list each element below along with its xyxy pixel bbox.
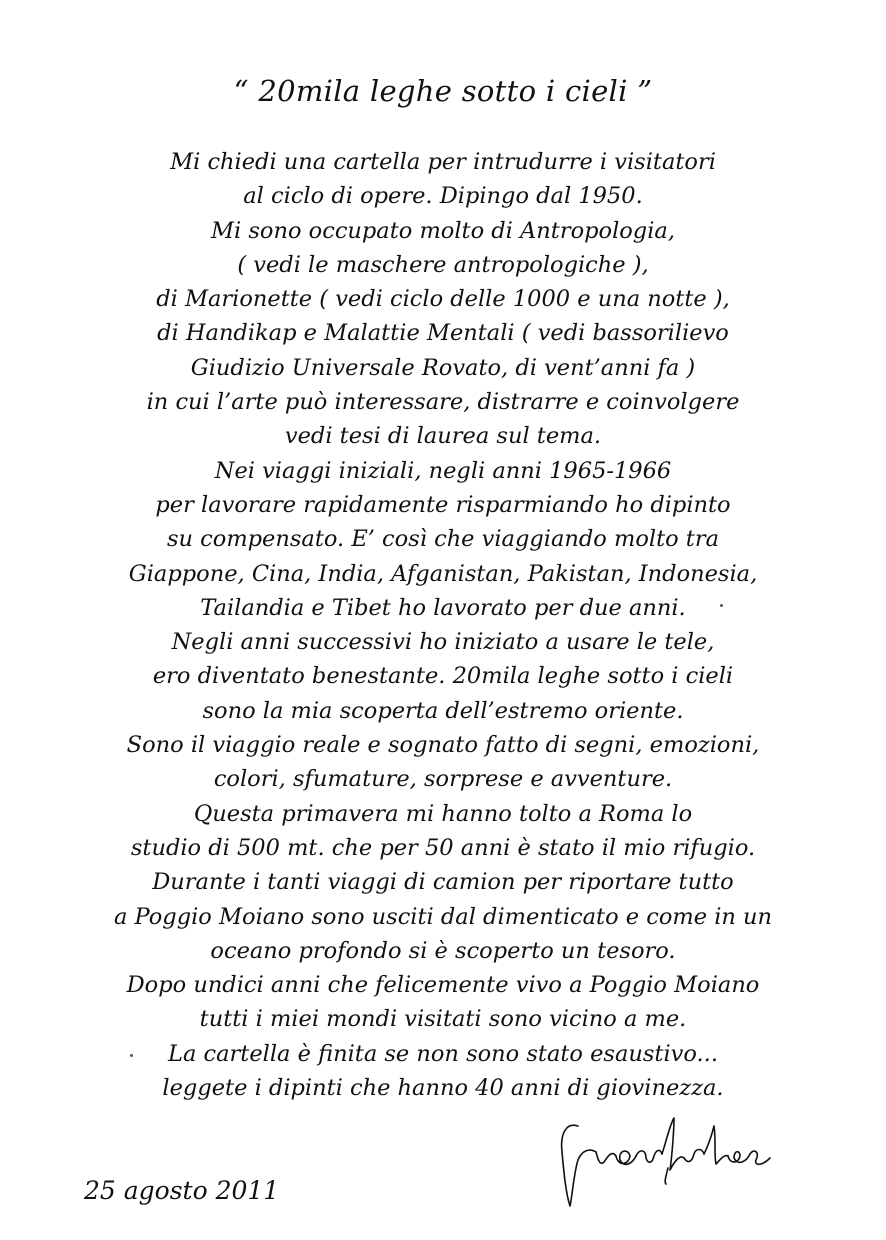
- body-line: vedi tesi di laurea sul tema.: [284, 423, 602, 450]
- body-line: colori, sfumature, sorprese e avventure.: [213, 766, 673, 793]
- paper-speck: [130, 1054, 133, 1057]
- body-line: leggete i dipinti che hanno 40 anni di giovinezza.: [162, 1075, 724, 1102]
- body-line: al ciclo di opere. Dipingo dal 1950.: [243, 183, 643, 210]
- body-line: Mi sono occupato molto di Antropologia,: [211, 217, 675, 244]
- body-line: Mi chiedi una cartella per intrudurre i visitatori: [170, 149, 716, 175]
- body-line: Negli anni successivi ho iniziato a usare le tele,: [171, 629, 715, 656]
- body-line: in cui l’arte può interessare, distrarre e coinvolgere: [146, 389, 740, 416]
- document-title: “ 20mila leghe sotto i cieli ”: [233, 74, 653, 108]
- body-line: per lavorare rapidamente risparmiando ho dipinto: [155, 491, 731, 518]
- body-line: studio di 500 mt. che per 50 anni è stato il mio rifugio.: [130, 834, 756, 861]
- body-line: Sono il viaggio reale e sognato fatto di segni, emozioni,: [126, 732, 760, 759]
- body-line: oceano profondo si è scoperto un tesoro.: [210, 937, 676, 964]
- letter-date: 25 agosto 2011: [84, 1176, 280, 1205]
- body-line: di Marionette ( vedi ciclo delle 1000 e una notte ),: [156, 286, 730, 313]
- body-line: Giappone, Cina, India, Afganistan, Pakistan, Indonesia,: [128, 560, 758, 587]
- body-line: Nei viaggi iniziali, negli anni 1965-1966: [214, 457, 672, 484]
- body-line: ero diventato benestante. 20mila leghe sotto i cieli: [152, 663, 734, 690]
- body-line: a Poggio Moiano sono usciti dal dimenticato e come in un: [113, 903, 773, 930]
- body-line: tutti i miei mondi visitati sono vicino a me.: [199, 1006, 687, 1033]
- body-line: Dopo undici anni che felicemente vivo a Poggio Moiano: [126, 972, 760, 999]
- body-line: Durante i tanti viaggi di camion per riportare tutto: [152, 869, 734, 896]
- body-line: su compensato. E’ così che viaggiando molto tra: [166, 526, 720, 553]
- signature: [556, 1112, 776, 1212]
- letter-body: [60, 145, 826, 1105]
- body-line: ( vedi le maschere antropologiche ),: [237, 251, 649, 278]
- body-line: Tailandia e Tibet ho lavorato per due anni.: [200, 594, 686, 621]
- body-line: di Handikap e Malattie Mentali ( vedi bassorilievo: [157, 320, 729, 347]
- body-line: sono la mia scoperta dell’estremo oriente.: [202, 697, 684, 724]
- body-line: La cartella è finita se non sono stato esaustivo...: [168, 1040, 718, 1067]
- body-line: Giudizio Universale Rovato, di vent’anni fa ): [190, 354, 696, 381]
- body-line: Questa primavera mi hanno tolto a Roma lo: [193, 800, 693, 827]
- paper-speck: [720, 604, 723, 607]
